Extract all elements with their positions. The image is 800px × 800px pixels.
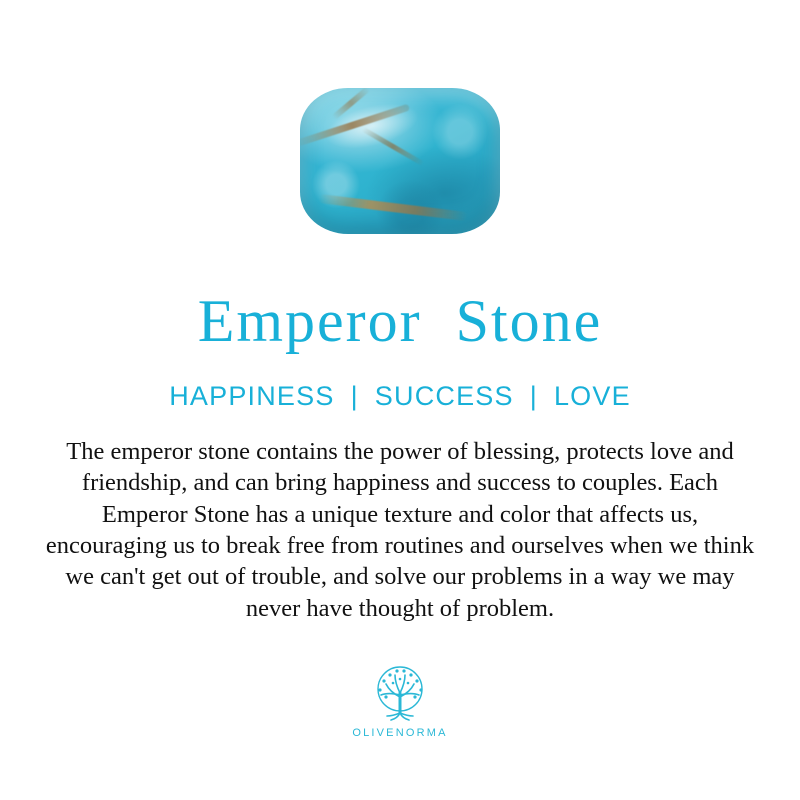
brand-name: OLIVENORMA <box>352 726 448 739</box>
keyword-love: LOVE <box>553 381 631 411</box>
keyword-success: SUCCESS <box>374 381 514 411</box>
page-title: Emperor Stone <box>197 288 603 354</box>
keyword-separator: | <box>529 381 538 411</box>
description-text: The emperor stone contains the power of blessing, protects love and friendship, and can bring happiness and success to couples. Each Emperor Stone has a unique texture and color that affects us, encouraging us to break free from routines and ourselves when we think we can't get out of trouble, and solve our problems in a way we may never have thought of problem. <box>45 438 755 622</box>
tree-of-life-icon <box>364 663 436 725</box>
brand-logo <box>352 663 447 739</box>
emperor-stone-image <box>300 88 500 234</box>
keyword-separator: | <box>350 381 359 411</box>
keyword-happiness: HAPPINESS <box>169 381 335 411</box>
keyword-list <box>155 381 645 412</box>
stone-shape <box>300 88 500 234</box>
